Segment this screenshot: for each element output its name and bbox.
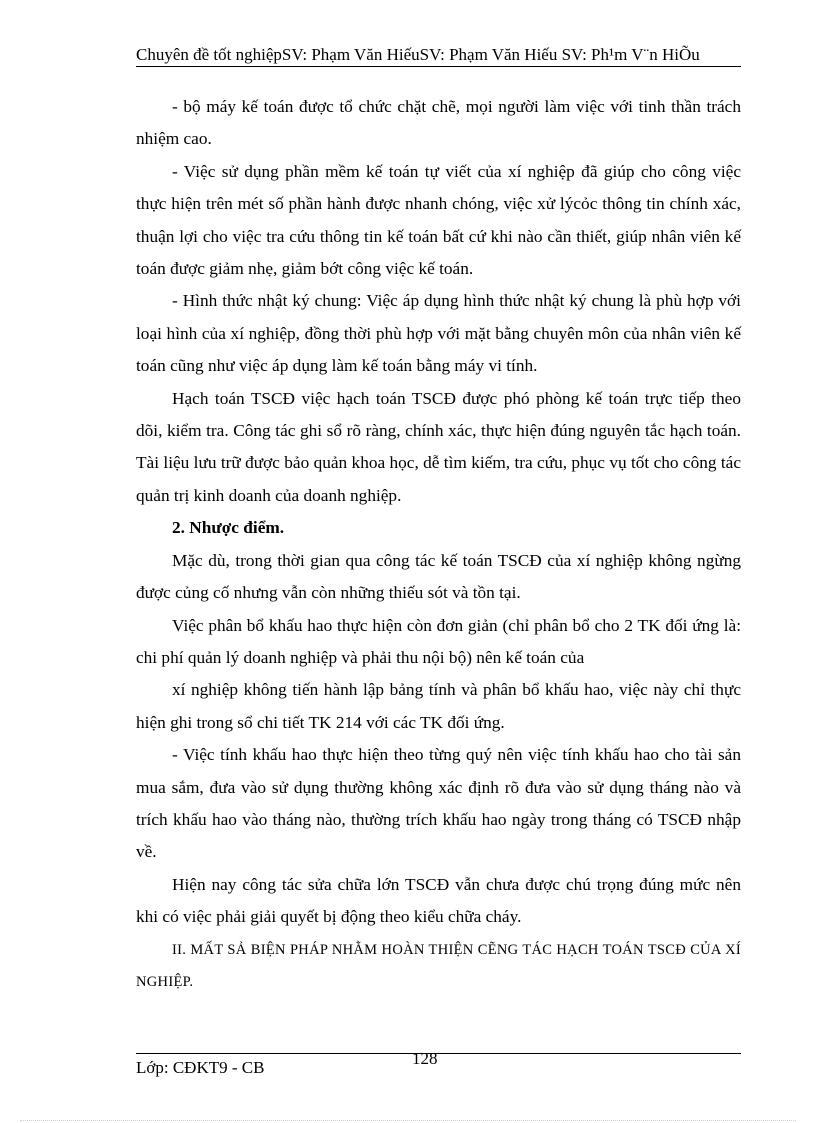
- paragraph-fixed-asset-accounting: Hạch toán TSCĐ việc hạch toán TSCĐ được phó phòng kế toán trực tiếp theo dõi, kiểm tra. Công tác ghi sổ rõ ràng, chính xác, thực hiện đúng nguyên tắc hạch toán. Tài liệu lưu trữ được bảo quản khoa học, dễ tìm kiếm, tra cứu, phục vụ tốt cho công tác quản trị kinh doanh của doanh nghiệp.: [136, 388, 741, 505]
- footer-class-label: Lớp: CĐKT9 - CB: [136, 1058, 265, 1077]
- page-number: 128: [412, 1049, 438, 1068]
- page-edge-divider: [20, 1120, 796, 1121]
- paragraph-accounting-apparatus: - bộ máy kế toán được tổ chức chặt chẽ, mọi người làm việc với tinh thần trách nhiệm cao.: [136, 97, 741, 149]
- section-heading-weaknesses: 2. Nhược điểm.: [172, 518, 285, 538]
- paragraph-weakness-intro: Mặc dù, trong thời gian qua công tác kế toán TSCĐ của xí nghiệp không ngừng được củng cố nhưng vẫn còn những thiếu sót và tồn tại.: [136, 550, 741, 603]
- paragraph-major-repairs: Hiện nay công tác sửa chữa lớn TSCĐ vẫn chưa được chú trọng đúng mức nên khi có việc phải giải quyết bị động theo kiểu chữa cháy.: [136, 874, 741, 927]
- paragraph-depreciation-continued: xí nghiệp không tiến hành lập bảng tính và phân bổ khấu hao, việc này chỉ thực hiện ghi trong sổ chi tiết TK 214 với các TK đối ứng.: [136, 680, 741, 732]
- paragraph-accounting-software: - Việc sử dụng phần mềm kế toán tự viết của xí nghiệp đã giúp cho công việc thực hiện trên mét số phần hành được nhanh chóng, việc xử lýcỏc thông tin chính xác, thuận lợi cho việc tra cứu thông tin kế toán bất cứ khi nào cần thiết, giúp nhân viên kế toán được giảm nhẹ, giảm bớt công việc kế toán.: [136, 161, 741, 279]
- section-heading-solutions: II. MẤT SẢ BIỆN PHÁP NHẰM HOÀN THIỆN CẼNG TÁC HẠCH TOÁN TSCĐ CỦA XÍ NGHIỆP.: [136, 941, 741, 990]
- footer-divider: [136, 1053, 741, 1054]
- paragraph-quarterly-depreciation: - Việc tính khấu hao thực hiện theo từng quý nên việc tính khấu hao cho tài sản mua sắm, đưa vào sử dụng thường không xác định rõ đưa vào sử dụng tháng nào và trích khấu hao vào tháng nào, thường trích khấu hao ngày trong tháng có TSCĐ nhập về.: [136, 745, 741, 862]
- document-body: [136, 91, 741, 998]
- paragraph-general-journal: - Hình thức nhật ký chung: Việc áp dụng hình thức nhật ký chung là phù hợp với loại hình của xí nghiệp, đồng thời phù hợp với mặt bằng chuyên môn của nhân viên kế toán cũng như việc áp dụng làm kế toán bằng máy vi tính.: [136, 291, 741, 376]
- page-header: Chuyên đề tốt nghiệpSV: Phạm Văn HiếuSV: Phạm Văn Hiếu SV: Ph¹m V¨n HiÕu: [136, 44, 741, 67]
- paragraph-depreciation-allocation: Việc phân bổ khấu hao thực hiện còn đơn giản (chỉ phân bổ cho 2 TK đối ứng là: chi phí quản lý doanh nghiệp và phải thu nội bộ) nên kế toán của: [136, 615, 741, 667]
